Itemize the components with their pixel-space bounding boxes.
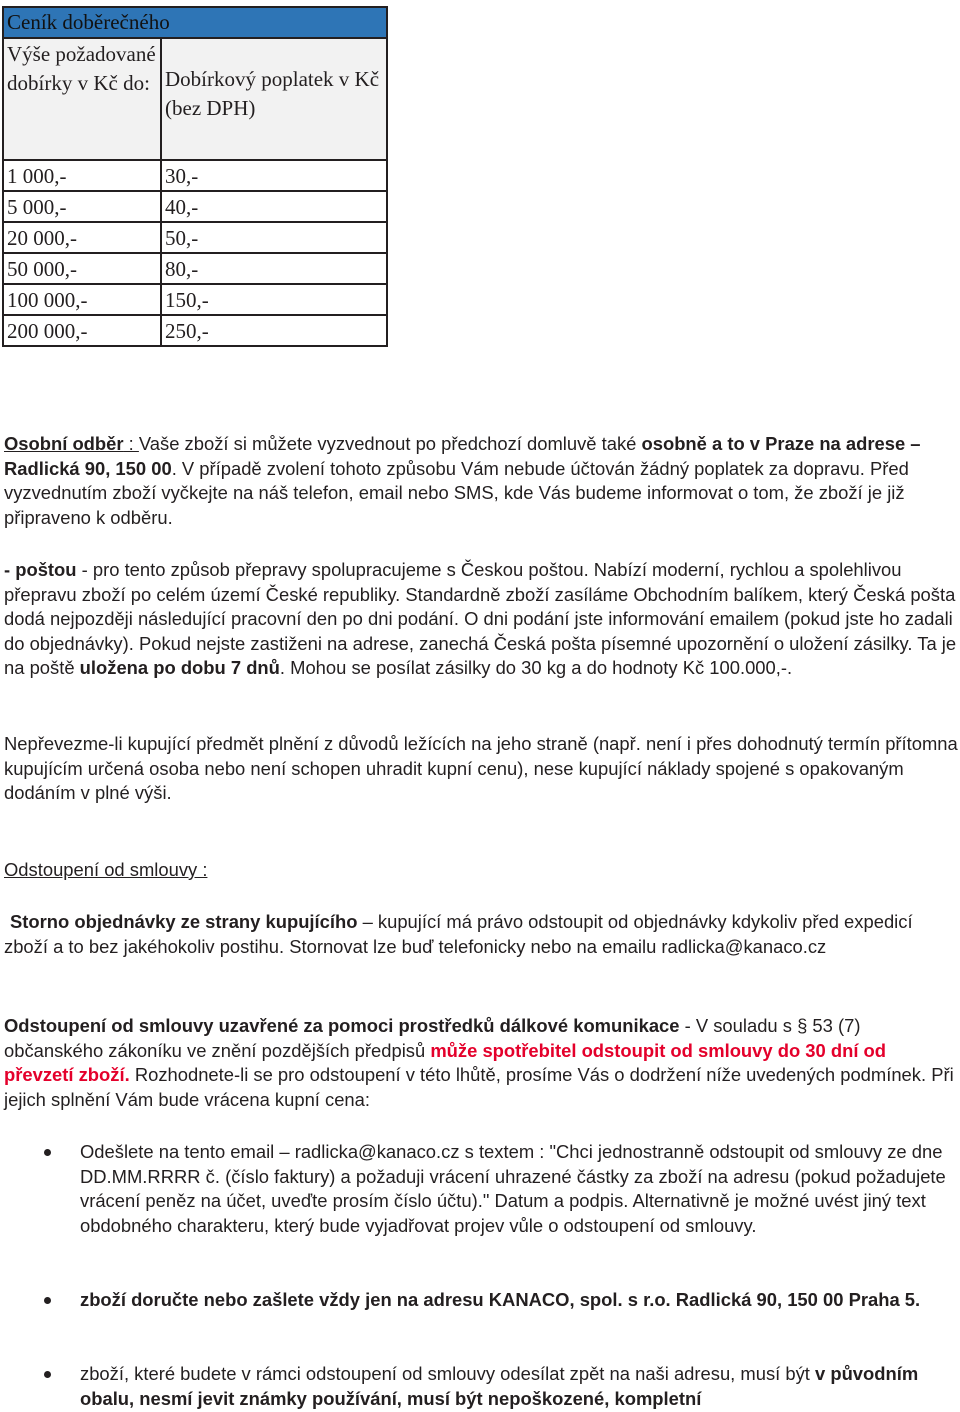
table-header-row bbox=[3, 38, 387, 160]
paragraph-osobni-odber: Osobní odběr : Vaše zboží si můžete vyzvednout po předchozí domluvě také osobně a to v Praze na adrese – Radlická 90, 150 00. V případě zvolení tohoto způsobu Vám nebude účtován žádný poplatek za dopravu. Před vyzvednutím zboží vyčkejte na náš telefon, email nebo SMS, kde Vás budeme informovat o tom, že zboží je již připraveno k odběru. bbox=[4, 433, 921, 528]
fee-cell: 80,- bbox=[161, 253, 387, 284]
amount-cell: 20 000,- bbox=[3, 222, 161, 253]
paragraph-neprevezme: Nepřevezme-li kupující předmět plnění z důvodů ležících na jeho straně (např. není i přes dohodnutý termín přítomna kupujícím určená osoba nebo není schopen uhradit kupní cenu), nese kupující náklady spojené s opakovaným dodáním v plné výši. bbox=[4, 733, 958, 804]
distance-label: Odstoupení od smlouvy uzavřené za pomoci prostředků dálkové komunikace bbox=[4, 1015, 680, 1036]
amount-cell: 200 000,- bbox=[3, 315, 161, 346]
storno-label: Storno objednávky ze strany kupujícího bbox=[10, 911, 358, 932]
col-header-fee: Dobírkový poplatek v Kč (bez DPH) bbox=[161, 38, 387, 160]
amount-cell: 5 000,- bbox=[3, 191, 161, 222]
table-title: Ceník doběrečného bbox=[3, 7, 387, 38]
bullet-icon bbox=[44, 1297, 51, 1304]
table-row bbox=[3, 284, 387, 315]
table-row bbox=[3, 160, 387, 191]
red-highlight: může spotřebitel odstoupit od smlouvy do 30 dní od převzetí zboží. bbox=[4, 1039, 887, 1086]
paragraph-postou: - poštou - pro tento způsob přepravy spolupracujeme s Českou poštou. Nabízí moderní, rychlou a spolehlivou přepravu zboží po celém území České republiky. Standardně zboží zasíláme Obchodním balíkem, který Česká pošta dodá nejpozději následující pracovní den po dni podání. O dni podání jste informování emailem (pokud jste ho zadali do objednávky). Pokud nejste zastiženi na adrese, zanechá Česká pošta písemné upozornění o uložení zásilky. Ta je na poště uložena po dobu 7 dnů. Mohou se posílat zásilky do 30 kg a do hodnoty Kč 100.000,-. bbox=[4, 559, 957, 679]
amount-cell: 100 000,- bbox=[3, 284, 161, 315]
table-row bbox=[3, 191, 387, 222]
col-header-amount: Výše požadované dobírky v Kč do: bbox=[3, 38, 161, 160]
table-row bbox=[3, 222, 387, 253]
osobni-odber-label: Osobní odběr bbox=[4, 433, 124, 454]
amount-cell: 1 000,- bbox=[3, 160, 161, 191]
fee-table-container bbox=[2, 6, 388, 347]
paragraph-distance: Odstoupení od smlouvy uzavřené za pomoci prostředků dálkové komunikace - V souladu s § 53 (7) občanského zákoníku ve znění pozdějších předpisů může spotřebitel odstoupit od smlouvy do 30 dní od převzetí zboží. Rozhodnete-li se pro odstoupení v této lhůtě, prosíme Vás o dodržení níže uvedených podmínek. Při jejich splnění Vám bude vrácena kupní cena: bbox=[4, 1015, 954, 1110]
table-row bbox=[3, 315, 387, 346]
table-row bbox=[3, 253, 387, 284]
bullet-icon bbox=[44, 1149, 51, 1156]
fee-cell: 250,- bbox=[161, 315, 387, 346]
fee-cell: 150,- bbox=[161, 284, 387, 315]
postou-label: - poštou bbox=[4, 559, 77, 580]
fee-cell: 30,- bbox=[161, 160, 387, 191]
amount-cell: 50 000,- bbox=[3, 253, 161, 284]
fee-table bbox=[2, 6, 388, 347]
bullet-icon bbox=[44, 1371, 51, 1378]
fee-cell: 40,- bbox=[161, 191, 387, 222]
fee-cell: 50,- bbox=[161, 222, 387, 253]
paragraph-storno: Storno objednávky ze strany kupujícího – kupující má právo odstoupit od objednávky kdykoliv před expedicí zboží a to bez jakéhokoliv postihu. Stornovat lze buď telefonicky nebo na emailu radlicka@kanaco.cz bbox=[4, 911, 913, 957]
heading-odstoupeni: Odstoupení od smlouvy : bbox=[4, 859, 208, 880]
